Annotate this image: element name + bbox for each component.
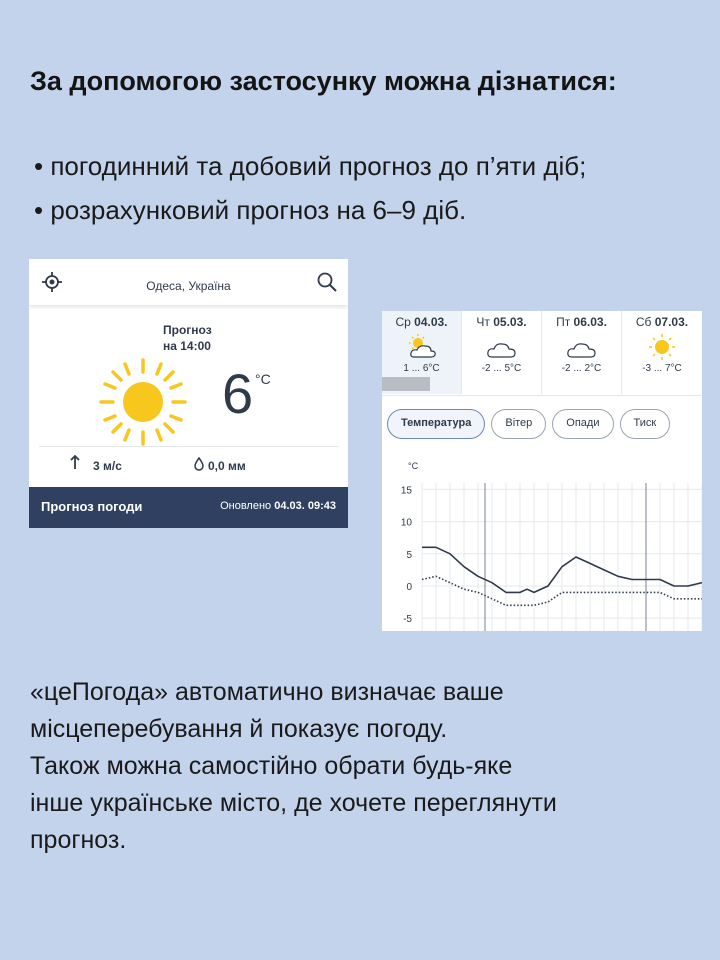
updated-label: Оновлено: [220, 500, 272, 512]
selection-indicator: [382, 377, 430, 391]
y-tick-label: -5: [403, 614, 412, 626]
paragraph-line: Також можна самостійно обрати будь-яке: [30, 752, 513, 780]
temp-range: -3 ... 7°C: [642, 363, 682, 374]
y-tick-label: 5: [406, 549, 412, 561]
updated-time: [220, 500, 336, 512]
search-icon[interactable]: [316, 271, 338, 293]
sun-icon: [97, 356, 189, 448]
tab-precipitation[interactable]: Опади: [552, 409, 613, 439]
day-strip: [382, 311, 702, 394]
cloud-icon: [564, 333, 600, 361]
day-of-week: Сб: [635, 315, 652, 329]
parameter-tabs: [387, 409, 670, 439]
updated-value: 04.03. 09:43: [274, 500, 336, 512]
day-date: 05.03.: [493, 315, 527, 329]
y-tick-label: 0: [406, 581, 412, 593]
day-item[interactable]: [622, 311, 702, 394]
temperature-unit: °C: [255, 371, 271, 387]
tab-temperature[interactable]: Температура: [387, 409, 485, 439]
divider: [382, 395, 702, 396]
day-of-week: Чт: [476, 315, 490, 329]
forecast-time-label: [163, 322, 253, 354]
sun-icon: [644, 333, 680, 361]
y-tick-label: 10: [400, 517, 412, 529]
temp-range: -2 ... 5°C: [481, 363, 522, 374]
arrow-up-icon: [69, 454, 81, 470]
precipitation: 0,0 мм: [208, 459, 246, 473]
day-item[interactable]: [542, 311, 622, 394]
day-date: 07.03.: [654, 315, 689, 329]
app-header: [29, 259, 348, 305]
y-axis-label: °C: [408, 461, 419, 471]
temp-range: 1 ... 6°C: [403, 363, 440, 374]
temperature-chart: [382, 459, 702, 631]
feature-list: [34, 144, 586, 232]
tab-pressure[interactable]: Тиск: [620, 409, 671, 439]
y-tick-label: 15: [400, 485, 412, 497]
paragraph-line: інше українське місто, де хочете переглянути: [30, 789, 557, 817]
cloud-icon: [484, 333, 520, 361]
paragraph-line: прогноз.: [30, 826, 127, 854]
day-of-week: Пт: [556, 315, 571, 329]
forecast-card: [382, 311, 702, 631]
paragraph-line: «цеПогода» автоматично визначає ваше: [30, 678, 504, 706]
feature-item: • погодинний та добовий прогноз до п’яти діб;: [34, 144, 586, 188]
temperature-value: 6: [222, 362, 254, 425]
drop-icon: [194, 457, 204, 471]
description-paragraph: [30, 674, 710, 859]
paragraph-line: місцеперебування й показує погоду.: [30, 715, 448, 743]
page-heading: За допомогою застосунку можна дізнатися:: [30, 66, 617, 96]
temp-range: -2 ... 2°C: [561, 363, 602, 374]
divider: [39, 446, 338, 447]
feature-item: • розрахунковий прогноз на 6–9 діб.: [34, 188, 586, 232]
tab-wind[interactable]: Вітер: [491, 409, 546, 439]
current-weather-card: [29, 259, 348, 528]
city-name[interactable]: Одеса, Україна: [146, 279, 231, 293]
footer-title[interactable]: Прогноз погоди: [41, 499, 143, 514]
sun-cloud-icon: [404, 333, 440, 361]
day-item[interactable]: [462, 311, 542, 394]
forecast-label: Прогноз: [163, 323, 212, 337]
footer-bar: [29, 487, 348, 528]
wind-speed: 3 м/с: [93, 459, 122, 473]
day-date: 06.03.: [573, 315, 607, 329]
day-date: 04.03.: [414, 315, 448, 329]
day-of-week: Ср: [395, 315, 411, 329]
forecast-time: на 14:00: [163, 339, 211, 353]
